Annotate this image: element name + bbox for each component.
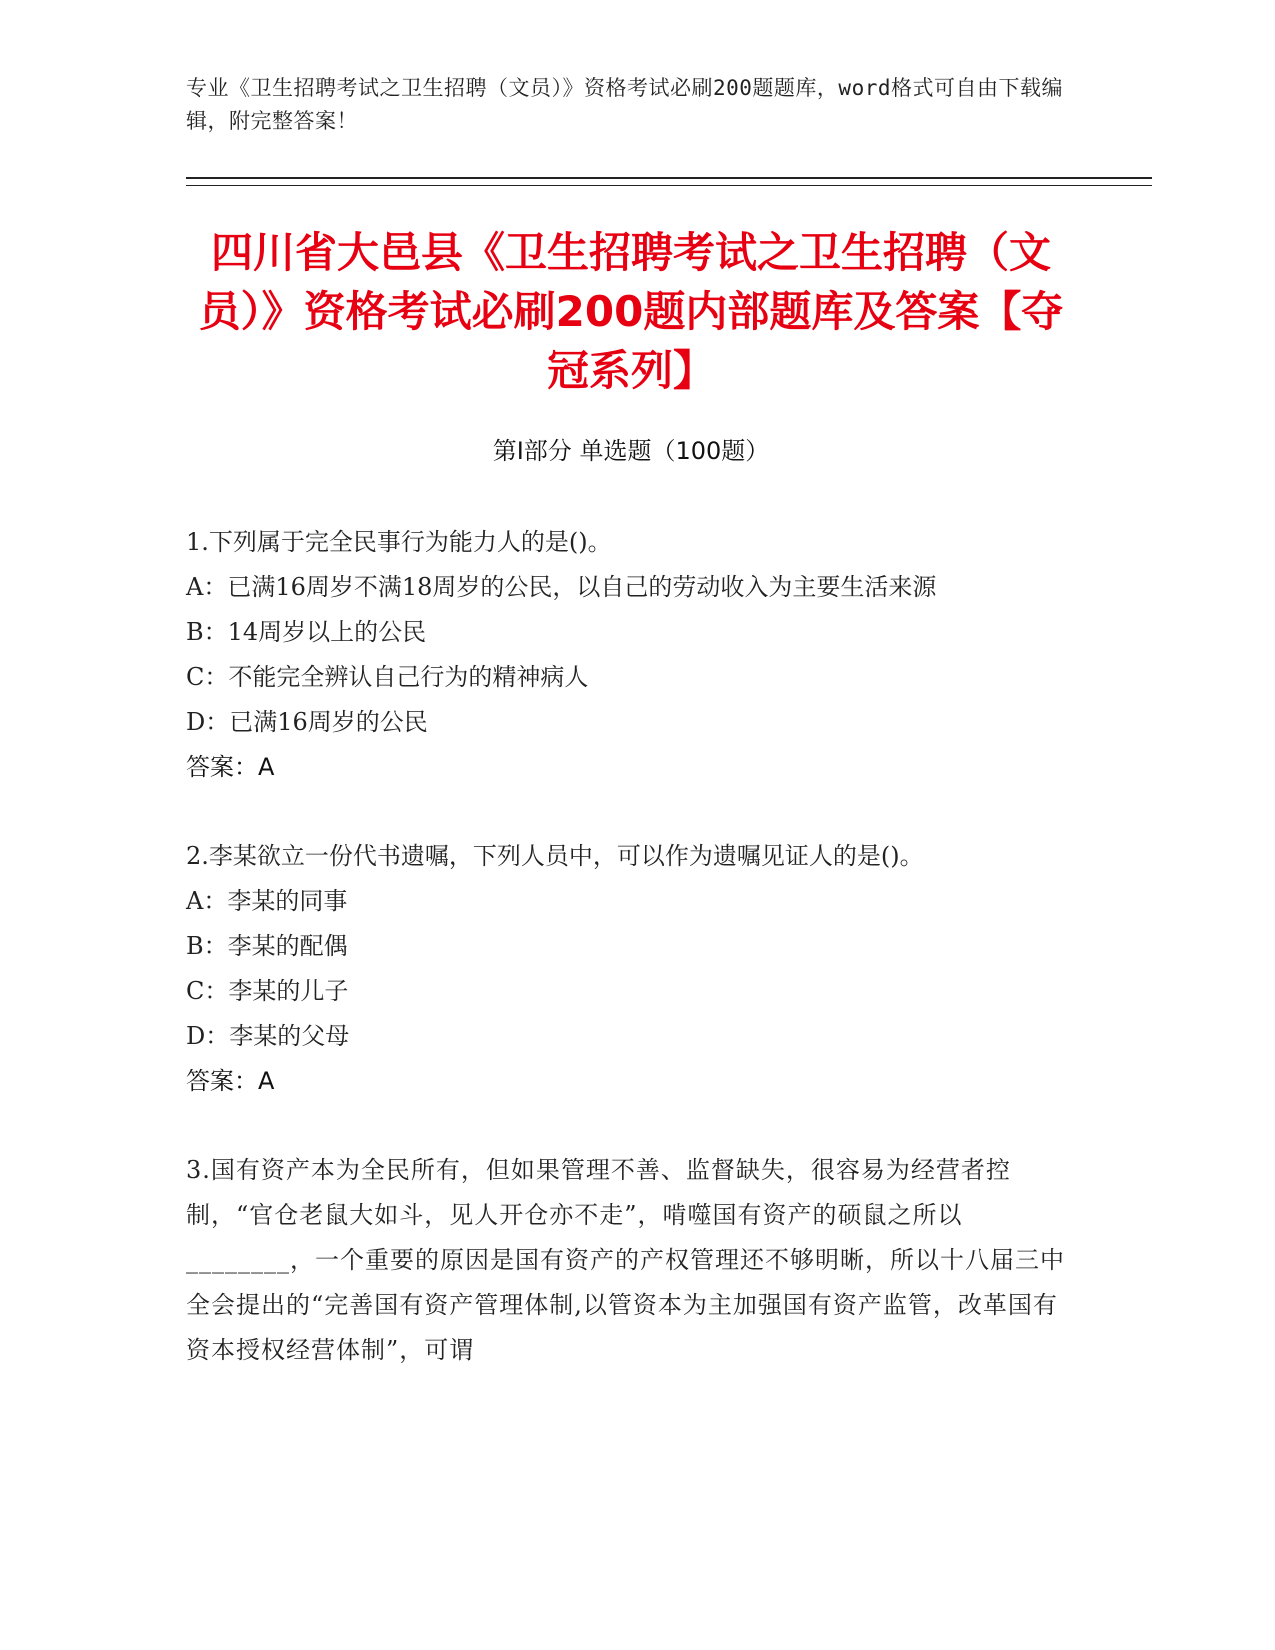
option-d: D：已满16周岁的公民 [186, 708, 428, 736]
question-stem: 2.李某欲立一份代书遗嘱，下列人员中，可以作为遗嘱见证人的是()。 [186, 842, 924, 870]
question-3 [186, 1148, 1076, 1373]
header-note: 专业《卫生招聘考试之卫生招聘（文员）》资格考试必刷200题题库，word格式可自由下载编辑，附完整答案！ [186, 76, 1063, 133]
question-stem: 1.下列属于完全民事行为能力人的是()。 [186, 528, 612, 556]
question-stem: 3.国有资产本为全民所有，但如果管理不善、监督缺失，很容易为经营者控制，“官仓老鼠大如斗，见人开仓亦不走”，啃噬国有资产的硕鼠之所以________，一个重要的原因是国有资产的产权管理还不够明晰，所以十八届三中全会提出的“完善国有资产管理体制,以管资本为主加强国有资产监管，改革国有资本授权经营体制”，可谓 [186, 1156, 1065, 1364]
option-a: A：李某的同事 [186, 887, 348, 915]
document-title: 四川省大邑县《卫生招聘考试之卫生招聘（文员）》资格考试必刷200题内部题库及答案【夺冠系列】 [198, 228, 1064, 395]
answer-label: 答案：A [186, 753, 275, 781]
answer-label: 答案：A [186, 1067, 275, 1095]
question-1 [186, 520, 1076, 790]
question-2 [186, 834, 1076, 1104]
option-a: A：已满16周岁不满18周岁的公民，以自己的劳动收入为主要生活来源 [186, 573, 937, 601]
option-list [186, 565, 1076, 745]
option-b: B：14周岁以上的公民 [186, 618, 427, 646]
section-title: 第Ⅰ部分 单选题（100题） [492, 437, 770, 465]
option-list [186, 879, 1076, 1059]
option-d: D：李某的父母 [186, 1022, 350, 1050]
option-c: C：不能完全辨认自己行为的精神病人 [186, 663, 589, 691]
header-divider-thick [186, 177, 1152, 179]
header-divider-thin [186, 185, 1152, 186]
question-list [186, 520, 1076, 1417]
option-b: B：李某的配偶 [186, 932, 348, 960]
option-c: C：李某的儿子 [186, 977, 349, 1005]
